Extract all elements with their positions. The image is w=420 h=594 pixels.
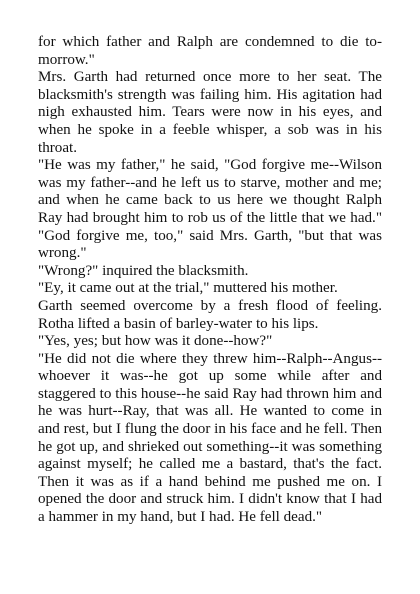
paragraph-5: "Ey, it came out at the trial," muttered his mother.: [38, 280, 338, 297]
paragraph-7: "Yes, yes; but how was it done--how?": [38, 333, 273, 350]
paragraph-8: "He did not die where they threw him--Ralph--Angus--whoever it was--he got up some while after and staggered to this house--he said Ray had thrown him and he was hurt--Ray, that was all. He wanted to come in and rest, but I flung the door in his face and he fell. Then he got up, and shrieked out something--it was something against myself; he called me a bastard, that's the fact. Then it was as if a hand behind me pushed me on. I opened the door and struck him. I didn't know that I had a hammer in my hand, but I had. He fell dead.": [38, 350, 382, 526]
paragraph-1: for which father and Ralph are condemned to die to-morrow.": [38, 34, 382, 68]
page-text: [38, 34, 382, 527]
paragraph-3: "He was my father," he said, "God forgive me--Wilson was my father--and he left us to starve, mother and me; and when he came back to us here we thought Ralph Ray had brought him to rob us of the little that we had." "God forgive me, too," said Mrs. Garth, "but that was wrong.": [38, 157, 382, 262]
paragraph-6: Garth seemed overcome by a fresh flood of feeling. Rotha lifted a basin of barley-water to his lips.: [38, 297, 382, 332]
paragraph-4: "Wrong?" inquired the blacksmith.: [38, 262, 249, 279]
paragraph-2: Mrs. Garth had returned once more to her seat. The blacksmith's strength was failing him. His agitation had nigh exhausted him. Tears were now in his eyes, and when he spoke in a feeble whisper, a sob was in his throat.: [38, 69, 382, 156]
